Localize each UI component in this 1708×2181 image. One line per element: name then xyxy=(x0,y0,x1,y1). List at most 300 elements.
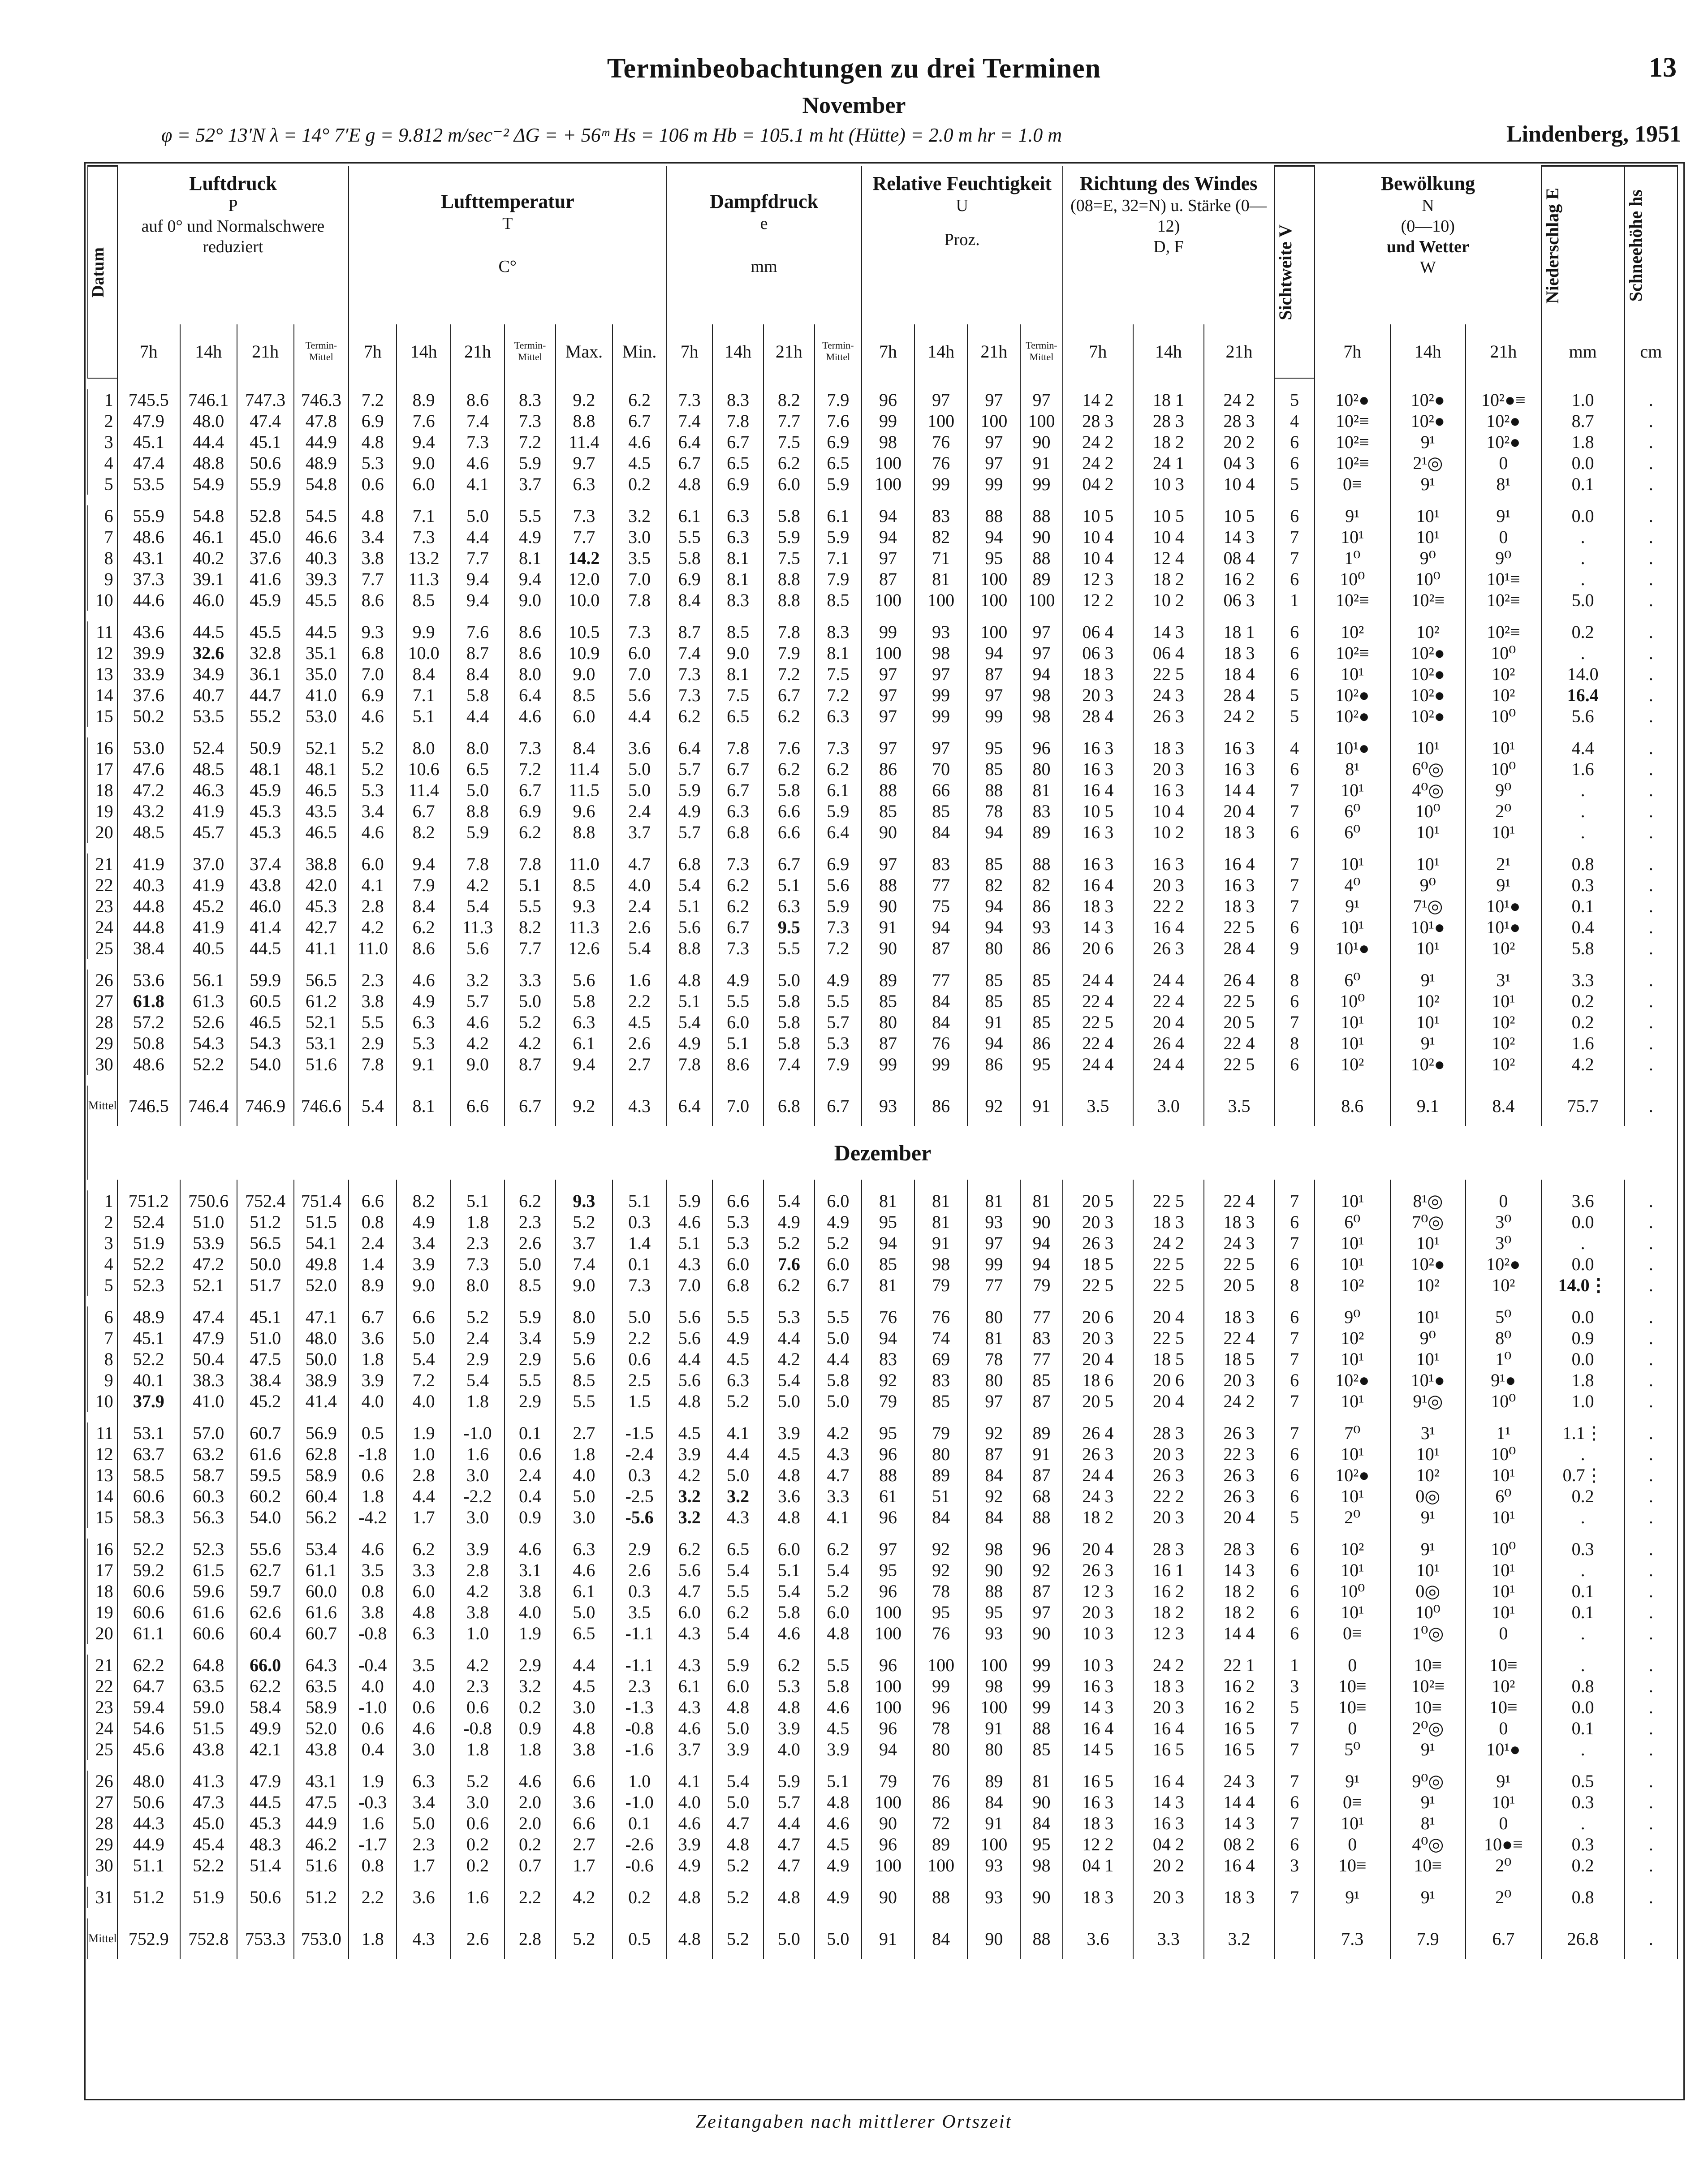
p-21h-cell: 45.9 xyxy=(237,780,294,801)
w-14h-cell: 6⁰◎ xyxy=(1390,759,1466,780)
d-7h-cell: 20 3 xyxy=(1063,685,1134,706)
t-14h-cell: 6.3 xyxy=(397,1771,450,1792)
w-14h-cell: 10≡ xyxy=(1390,1855,1466,1876)
u-mittel-cell: 88 xyxy=(1020,547,1062,569)
dampf-title: Dampfdruck xyxy=(710,190,819,212)
t-21h-cell: 5.1 xyxy=(451,1190,505,1211)
wind-symbol: D, F xyxy=(1153,237,1184,256)
p-21h-cell: 60.5 xyxy=(237,991,294,1012)
e-14h-cell: 6.7 xyxy=(712,759,763,780)
table-row xyxy=(88,1887,1678,1908)
datum-cell: 17 xyxy=(88,759,117,780)
t-21h-cell: 5.4 xyxy=(451,896,505,917)
sichtweite-cell: 7 xyxy=(1274,1739,1315,1760)
u-mittel-cell: 86 xyxy=(1020,1033,1062,1054)
t-max-cell: 5.0 xyxy=(556,1486,612,1507)
t-min-cell: 7.0 xyxy=(612,664,666,685)
w-21h-cell: 10¹ xyxy=(1466,991,1541,1012)
niederschlag-mittel-cell: 26.8 xyxy=(1541,1918,1625,1959)
p-21h-cell: 59.5 xyxy=(237,1465,294,1486)
niederschlag-cell: 1.6 xyxy=(1541,1033,1625,1054)
t-7h-cell: 7.8 xyxy=(349,1054,397,1075)
u-21h-cell: 88 xyxy=(967,1581,1020,1602)
u-14h-cell: 82 xyxy=(914,526,967,547)
p-mittel-cell: 61.6 xyxy=(294,1602,349,1623)
d-14h-cell: 20 4 xyxy=(1133,1306,1204,1328)
gap-cell xyxy=(1274,1908,1315,1918)
t-14h-cell: 0.6 xyxy=(397,1697,450,1718)
datum-cell: 5 xyxy=(88,474,117,495)
gap-cell xyxy=(1020,843,1062,853)
schneehoehe-cell: . xyxy=(1625,1349,1678,1370)
gap-cell xyxy=(117,1876,180,1887)
gap-cell xyxy=(666,1180,712,1190)
sichtweite-cell: 7 xyxy=(1274,1233,1315,1254)
gap-cell xyxy=(1204,1908,1275,1918)
gap-cell xyxy=(712,1412,763,1422)
t-max-cell: 8.8 xyxy=(556,410,612,431)
gap-cell xyxy=(1020,727,1062,737)
gap-cell xyxy=(815,1760,862,1771)
datum-cell: 19 xyxy=(88,1602,117,1623)
t-max-cell: 5.6 xyxy=(556,970,612,991)
gap-cell xyxy=(294,727,349,737)
niederschlag-cell: 0.2 xyxy=(1541,621,1625,642)
u-14h-cell: 72 xyxy=(914,1813,967,1834)
w-21h-cell: 5⁰ xyxy=(1466,1306,1541,1328)
t-7h-cell: 0.6 xyxy=(349,474,397,495)
e-14h-cell: 5.5 xyxy=(712,1581,763,1602)
d-21h-cell: 26 4 xyxy=(1204,970,1275,991)
u-mittel-cell: 77 xyxy=(1020,1349,1062,1370)
e-14h-cell: 5.4 xyxy=(712,1560,763,1581)
d-14h-cell: 26 3 xyxy=(1133,1465,1204,1486)
t-max-cell: 6.1 xyxy=(556,1033,612,1054)
column-subheader xyxy=(88,324,1678,378)
p-14h-cell: 50.4 xyxy=(180,1349,237,1370)
sichtweite-cell: 7 xyxy=(1274,1391,1315,1412)
p-14h-cell: 52.6 xyxy=(180,1012,237,1033)
datum-cell: 9 xyxy=(88,569,117,590)
p-mittel-cell: 63.5 xyxy=(294,1676,349,1697)
e-mittel-cell: 4.9 xyxy=(815,1855,862,1876)
w-7h-cell: 10¹ xyxy=(1315,1486,1390,1507)
u-7h-cell: 96 xyxy=(862,1444,914,1465)
schneehoehe-cell: . xyxy=(1625,1739,1678,1760)
u-14h-cell: 81 xyxy=(914,1190,967,1211)
station-year: Lindenberg, 1951 xyxy=(1506,121,1681,147)
t-mittel-cell: 2.0 xyxy=(505,1792,556,1813)
gap-cell xyxy=(117,611,180,621)
niederschlag-cell: 0.3 xyxy=(1541,1539,1625,1560)
gap-cell xyxy=(397,1760,450,1771)
w-21h-cell: 10² xyxy=(1466,1054,1541,1075)
w-14h-cell: 9¹ xyxy=(1390,1507,1466,1528)
gap-cell xyxy=(237,1296,294,1306)
datum-cell: 11 xyxy=(88,1422,117,1444)
w-21h-cell: 10⁰ xyxy=(1466,1539,1541,1560)
t-min-cell: -1.1 xyxy=(612,1623,666,1644)
gap-cell xyxy=(914,959,967,970)
t-max-cell: 10.5 xyxy=(556,621,612,642)
datum-cell: 2 xyxy=(88,1211,117,1233)
datum-cell: 3 xyxy=(88,431,117,453)
schneehoehe-cell: . xyxy=(1625,1855,1678,1876)
u-7h-cell: 90 xyxy=(862,1813,914,1834)
t-mittel-cell: 4.6 xyxy=(505,706,556,727)
e-mittel-cell: 3.3 xyxy=(815,1486,862,1507)
t-21h-cell: 7.8 xyxy=(451,853,505,875)
gap-cell xyxy=(88,1876,117,1887)
u-21h-cell: 85 xyxy=(967,853,1020,875)
datum-cell: 14 xyxy=(88,685,117,706)
e-21h-cell: 4.6 xyxy=(763,1623,815,1644)
gap-cell xyxy=(117,495,180,505)
datum-cell: 30 xyxy=(88,1855,117,1876)
u-21h-cell: 100 xyxy=(967,1655,1020,1676)
table-row xyxy=(88,569,1678,590)
t-min-cell: 0.3 xyxy=(612,1211,666,1233)
p-21h-cell: 45.2 xyxy=(237,1391,294,1412)
t-mittel-cell: 6.2 xyxy=(505,1190,556,1211)
d-14h-cell: 16 3 xyxy=(1133,853,1204,875)
t-mittel-cell: 6.9 xyxy=(505,801,556,822)
gap-cell xyxy=(1063,1180,1134,1190)
d-14h-cell: 22 5 xyxy=(1133,664,1204,685)
u-14h-cell: 99 xyxy=(914,474,967,495)
w-21h-cell: 10¹ xyxy=(1466,822,1541,843)
t-14h: 14h xyxy=(397,324,450,378)
gap-cell xyxy=(451,1876,505,1887)
w-21h-cell: 10¹ xyxy=(1466,1560,1541,1581)
gap-cell xyxy=(914,1075,967,1086)
p-7h-cell: 60.6 xyxy=(117,1581,180,1602)
w-21h-cell: 10² xyxy=(1466,1012,1541,1033)
e-14h-cell: 8.1 xyxy=(712,664,763,685)
gap-cell xyxy=(294,1644,349,1655)
t-21h-mittel-cell: 2.6 xyxy=(451,1918,505,1959)
d-14h-cell: 24 4 xyxy=(1133,1054,1204,1075)
gap-cell xyxy=(914,1180,967,1190)
e-7h-cell: 4.8 xyxy=(666,1887,712,1908)
sichtweite-cell: 6 xyxy=(1274,1054,1315,1075)
u-14h-cell: 76 xyxy=(914,1033,967,1054)
table-row xyxy=(88,1718,1678,1739)
gap-cell xyxy=(1390,1760,1466,1771)
u-14h-cell: 84 xyxy=(914,822,967,843)
table-row xyxy=(88,1254,1678,1275)
d-21h-cell: 14 4 xyxy=(1204,780,1275,801)
e-14h-cell: 5.2 xyxy=(712,1391,763,1412)
w-21h-cell: 9⁰ xyxy=(1466,780,1541,801)
table-row xyxy=(88,801,1678,822)
p-7h-cell: 37.6 xyxy=(117,685,180,706)
schneehoehe-cell: . xyxy=(1625,410,1678,431)
u-7h-cell: 92 xyxy=(862,1370,914,1391)
table-row xyxy=(88,822,1678,843)
e-14h-cell: 7.3 xyxy=(712,938,763,959)
d-21h-cell: 10 5 xyxy=(1204,505,1275,526)
gap-cell xyxy=(862,1876,914,1887)
u-mittel-cell: 85 xyxy=(1020,970,1062,991)
gap-cell xyxy=(1204,959,1275,970)
u-7h-cell: 86 xyxy=(862,759,914,780)
d-14h-cell: 18 5 xyxy=(1133,1349,1204,1370)
gap-cell xyxy=(1063,843,1134,853)
t-7h-cell: 6.9 xyxy=(349,410,397,431)
e-14h-cell: 8.1 xyxy=(712,569,763,590)
niederschlag-cell: . xyxy=(1541,642,1625,664)
t-min-cell: 2.4 xyxy=(612,801,666,822)
gap-cell xyxy=(1063,1908,1134,1918)
u-mittel-cell: 98 xyxy=(1020,1855,1062,1876)
gap-cell xyxy=(666,1760,712,1771)
u-14h-cell: 98 xyxy=(914,642,967,664)
gap-cell xyxy=(815,1075,862,1086)
w-21h-cell: 2¹ xyxy=(1466,853,1541,875)
t-mittel-cell: 2.2 xyxy=(505,1887,556,1908)
e-7h-cell: 8.7 xyxy=(666,621,712,642)
niederschlag-cell: . xyxy=(1541,547,1625,569)
e-mittel-cell: 6.9 xyxy=(815,853,862,875)
u-7h-mittel-cell: 91 xyxy=(862,1918,914,1959)
d-7h-cell: 22 4 xyxy=(1063,1033,1134,1054)
d-14h-cell: 24 2 xyxy=(1133,1233,1204,1254)
p-21h-cell: 52.8 xyxy=(237,505,294,526)
p-7h-cell: 52.2 xyxy=(117,1254,180,1275)
t-mittel-cell: 8.7 xyxy=(505,1054,556,1075)
gap-cell xyxy=(556,1180,612,1190)
gap-cell xyxy=(451,959,505,970)
table-row xyxy=(88,547,1678,569)
gap-cell xyxy=(349,1296,397,1306)
u-7h-cell: 94 xyxy=(862,1739,914,1760)
e-mittel-cell: 4.8 xyxy=(815,1623,862,1644)
w-14h-cell: 0◎ xyxy=(1390,1581,1466,1602)
u-14h-cell: 78 xyxy=(914,1718,967,1739)
d-14h: 14h xyxy=(1133,324,1204,378)
e-21h-cell: 6.2 xyxy=(763,1655,815,1676)
w-14h-cell: 10≡ xyxy=(1390,1697,1466,1718)
table-row xyxy=(88,1033,1678,1054)
schneehoehe-cell: . xyxy=(1625,875,1678,896)
e-mittel-cell: 4.9 xyxy=(815,1887,862,1908)
gap-cell xyxy=(1466,843,1541,853)
row-gap xyxy=(88,727,1678,737)
u-mittel-cell: 90 xyxy=(1020,526,1062,547)
t-14h-cell: 8.5 xyxy=(397,590,450,611)
gap-cell xyxy=(1274,727,1315,737)
gap-cell xyxy=(1133,1760,1204,1771)
u-7h-cell: 90 xyxy=(862,822,914,843)
u-mittel-cell: 84 xyxy=(1020,1813,1062,1834)
d-7h-cell: 20 3 xyxy=(1063,1602,1134,1623)
niederschlag-cell: 0.7⋮ xyxy=(1541,1465,1625,1486)
gap-cell xyxy=(1133,1908,1204,1918)
t-mittel-cell: 2.0 xyxy=(505,1813,556,1834)
gap-cell xyxy=(1625,1528,1678,1539)
w-21h-cell: 10² xyxy=(1466,1676,1541,1697)
t-7h-cell: 4.1 xyxy=(349,875,397,896)
u-21h-cell: 80 xyxy=(967,1370,1020,1391)
t-14h-cell: 4.9 xyxy=(397,991,450,1012)
u-21h-cell: 87 xyxy=(967,1444,1020,1465)
datum-cell: 1 xyxy=(88,389,117,410)
gap-cell xyxy=(1274,378,1315,389)
p-14h-cell: 53.9 xyxy=(180,1233,237,1254)
u-14h-cell: 66 xyxy=(914,780,967,801)
gap-cell xyxy=(349,1908,397,1918)
u-21h-cell: 84 xyxy=(967,1465,1020,1486)
w-14h-cell: 9¹ xyxy=(1390,1033,1466,1054)
p-14h-cell: 58.7 xyxy=(180,1465,237,1486)
p-14h-cell: 64.8 xyxy=(180,1655,237,1676)
t-21h-cell: 5.2 xyxy=(451,1306,505,1328)
t-mittel-cell: 5.0 xyxy=(505,1254,556,1275)
gap-cell xyxy=(967,1180,1020,1190)
gap-cell xyxy=(451,1908,505,1918)
e-14h-cell: 3.9 xyxy=(712,1739,763,1760)
d-14h-cell: 22 2 xyxy=(1133,896,1204,917)
gap-cell xyxy=(237,1876,294,1887)
schneehoehe-cell: . xyxy=(1625,590,1678,611)
t-7h-cell: -4.2 xyxy=(349,1507,397,1528)
d-7h-cell: 16 3 xyxy=(1063,737,1134,759)
p-7h-cell: 50.2 xyxy=(117,706,180,727)
t-14h-cell: 9.9 xyxy=(397,621,450,642)
e-mittel-cell: 7.6 xyxy=(815,410,862,431)
w-7h-cell: 2⁰ xyxy=(1315,1507,1390,1528)
row-gap xyxy=(88,1075,1678,1086)
niederschlag-cell: 0.0 xyxy=(1541,1211,1625,1233)
u-14h-cell: 95 xyxy=(914,1602,967,1623)
d-14h-cell: 18 1 xyxy=(1133,389,1204,410)
w-7h-cell: 10²● xyxy=(1315,1370,1390,1391)
gap-cell xyxy=(1204,1075,1275,1086)
gap-cell xyxy=(1274,611,1315,621)
u-21h-cell: 95 xyxy=(967,547,1020,569)
schneehoehe-cell: . xyxy=(1625,1560,1678,1581)
sichtweite-cell: 7 xyxy=(1274,1771,1315,1792)
t-mittel-cell: 2.9 xyxy=(505,1349,556,1370)
p-21h-cell: 36.1 xyxy=(237,664,294,685)
table-row xyxy=(88,1306,1678,1328)
w-14h-cell: 10¹ xyxy=(1390,1012,1466,1033)
gap-cell xyxy=(862,1908,914,1918)
schneehoehe-cell: . xyxy=(1625,1444,1678,1465)
w-7h-cell: 10¹ xyxy=(1315,917,1390,938)
u-7h-cell: 97 xyxy=(862,737,914,759)
w-14h-cell: 8¹ xyxy=(1390,1813,1466,1834)
e-21h-cell: 7.6 xyxy=(763,1254,815,1275)
t-mittel-cell: 0.4 xyxy=(505,1486,556,1507)
schneehoehe-cell: . xyxy=(1625,780,1678,801)
p-mittel-cell: 751.4 xyxy=(294,1190,349,1211)
t-mittel-cell: 4.6 xyxy=(505,1539,556,1560)
gap-cell xyxy=(397,959,450,970)
w-21h-cell: 0 xyxy=(1466,1190,1541,1211)
t-21h-cell: 5.0 xyxy=(451,780,505,801)
gap-cell xyxy=(712,959,763,970)
p-mittel-cell: 46.5 xyxy=(294,780,349,801)
u-mittel-cell: 93 xyxy=(1020,917,1062,938)
t-min-cell: 6.0 xyxy=(612,642,666,664)
w-7h-cell: 10² xyxy=(1315,1328,1390,1349)
t-min-mittel-cell: 4.3 xyxy=(612,1086,666,1126)
row-gap xyxy=(88,1908,1678,1918)
p-mittel-cell: 41.0 xyxy=(294,685,349,706)
p-14h-cell: 46.0 xyxy=(180,590,237,611)
gap-cell xyxy=(1625,378,1678,389)
u-21h-cell: 97 xyxy=(967,431,1020,453)
gap-cell xyxy=(1315,1180,1390,1190)
u-21h-cell: 80 xyxy=(967,1739,1020,1760)
t-7h-cell: 2.2 xyxy=(349,1887,397,1908)
gap-cell xyxy=(349,1075,397,1086)
gap-cell xyxy=(505,378,556,389)
d-21h-cell: 22 5 xyxy=(1204,1254,1275,1275)
gap-cell xyxy=(612,727,666,737)
gap-cell xyxy=(967,1908,1020,1918)
gap-cell xyxy=(237,611,294,621)
gap-cell xyxy=(1204,378,1275,389)
p-21h-cell: 50.6 xyxy=(237,1887,294,1908)
p-7h-cell: 751.2 xyxy=(117,1190,180,1211)
p-14h-cell: 52.1 xyxy=(180,1275,237,1296)
t-14h-cell: 7.6 xyxy=(397,410,450,431)
e-14h-cell: 8.1 xyxy=(712,547,763,569)
t-mittel-cell: 3.1 xyxy=(505,1560,556,1581)
datum-cell: 15 xyxy=(88,1507,117,1528)
table-row xyxy=(88,1697,1678,1718)
gap-cell xyxy=(1541,1528,1625,1539)
gap-cell xyxy=(556,611,612,621)
e-7h-cell: 7.4 xyxy=(666,410,712,431)
schneehoehe-cell: . xyxy=(1625,938,1678,959)
gap-cell xyxy=(88,1075,117,1086)
d-14h-cell: 16 2 xyxy=(1133,1581,1204,1602)
d-21h-cell: 18 4 xyxy=(1204,664,1275,685)
gap-cell xyxy=(117,1760,180,1771)
t-21h-cell: 6.5 xyxy=(451,759,505,780)
w-7h-cell: 0 xyxy=(1315,1834,1390,1855)
w-7h-cell: 10⁰ xyxy=(1315,991,1390,1012)
u-7h-cell: 89 xyxy=(862,970,914,991)
w-7h-cell: 10² xyxy=(1315,1054,1390,1075)
gap-cell xyxy=(815,495,862,505)
niederschlag-cell: 0.0 xyxy=(1541,1254,1625,1275)
gap-cell xyxy=(1466,959,1541,970)
niederschlag-cell: 0.1 xyxy=(1541,1602,1625,1623)
schneehoehe-cell: . xyxy=(1625,801,1678,822)
w-21h-cell: 10¹ xyxy=(1466,1792,1541,1813)
u-14h-cell: 79 xyxy=(914,1422,967,1444)
p-14h-cell: 51.0 xyxy=(180,1211,237,1233)
u-mittel-cell: 99 xyxy=(1020,1697,1062,1718)
e-7h-mittel-cell: 4.8 xyxy=(666,1918,712,1959)
w-7h-cell: 10²● xyxy=(1315,389,1390,410)
u-21h-cell: 92 xyxy=(967,1486,1020,1507)
schneehoehe-cell: . xyxy=(1625,737,1678,759)
t-14h-cell: 6.6 xyxy=(397,1306,450,1328)
gap-cell xyxy=(1204,1876,1275,1887)
gap-cell xyxy=(180,1644,237,1655)
t-7h-mittel-cell: 1.8 xyxy=(349,1918,397,1959)
gap-cell xyxy=(349,1876,397,1887)
d-7h-cell: 24 4 xyxy=(1063,1465,1134,1486)
p-21h-cell: 62.6 xyxy=(237,1602,294,1623)
schneehoehe-cell: . xyxy=(1625,1012,1678,1033)
